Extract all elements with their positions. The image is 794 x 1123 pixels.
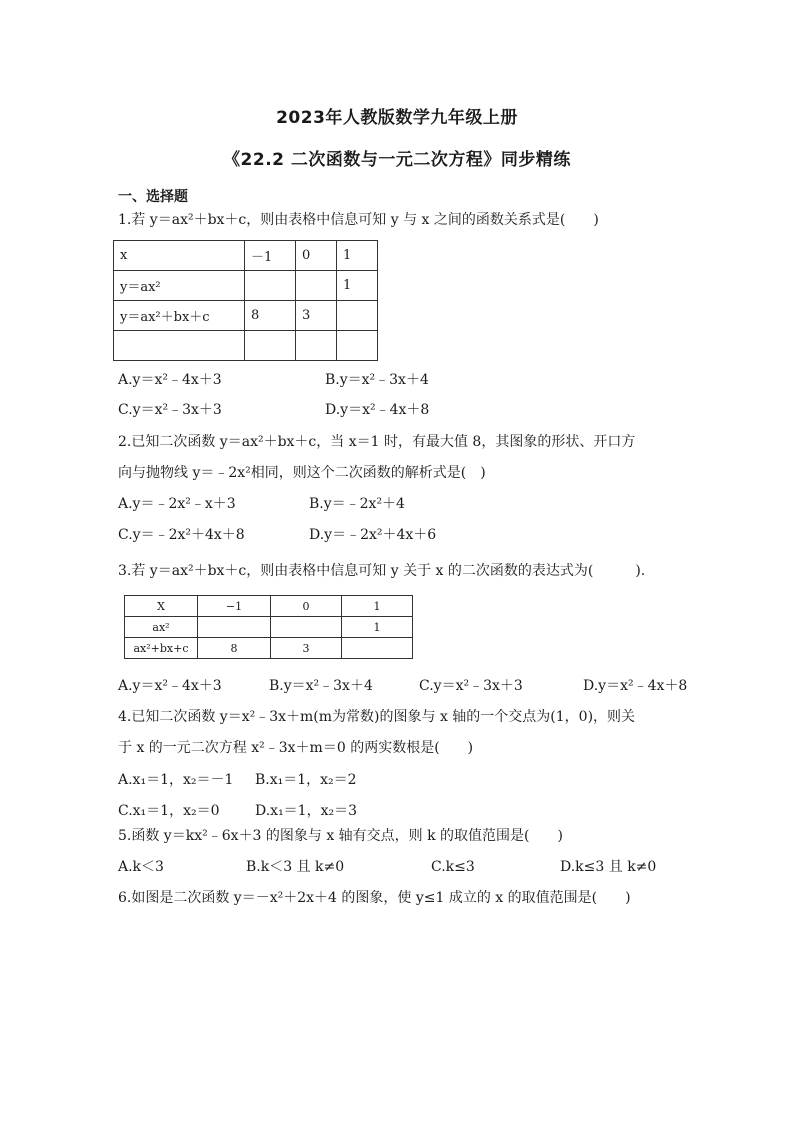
table-cell: 1: [337, 271, 378, 301]
question-4-option-a: A.x₁＝1，x₂＝－1: [118, 772, 234, 788]
question-1-stem: 1.若 y＝ax²＋bx＋c，则由表格中信息可知 y 与 x 之间的函数关系式是( ): [118, 212, 599, 228]
table-cell: [114, 331, 245, 361]
table-row: [114, 301, 378, 331]
table-cell: [296, 271, 337, 301]
table-row: [114, 271, 378, 301]
table-cell: [296, 331, 337, 361]
question-1-option-d: D.y＝x²﹣4x＋8: [325, 402, 430, 418]
question-2-stem-line2: 向与抛物线 y＝﹣2x²相同，则这个二次函数的解析式是( ): [118, 465, 486, 481]
table-cell: x: [114, 241, 245, 271]
document-subtitle: 《22.2 二次函数与一元二次方程》同步精练: [223, 150, 571, 170]
question-6-stem: 6.如图是二次函数 y＝－x²＋2x＋4 的图象，使 y≤1 成立的 x 的取值范围是( ): [118, 890, 631, 906]
question-4-option-c: C.x₁＝1，x₂＝0: [118, 803, 220, 819]
question-4-stem-line2: 于 x 的一元二次方程 x²﹣3x＋m＝0 的两实数根是( ): [118, 740, 474, 756]
table-cell: 3: [296, 301, 337, 331]
table-cell: 1: [342, 617, 413, 638]
table-cell: [245, 331, 296, 361]
table-cell: y＝ax²＋bx＋c: [114, 301, 245, 331]
question-3-stem: 3.若 y＝ax²＋bx＋c，则由表格中信息可知 y 关于 x 的二次函数的表达式为( ).: [118, 563, 646, 579]
table-cell: [342, 638, 413, 659]
table-cell: 0: [271, 596, 342, 617]
table-cell: X: [125, 596, 198, 617]
question-1-option-b: B.y＝x²﹣3x＋4: [325, 372, 429, 388]
table-row: [114, 331, 378, 361]
table-cell: 1: [337, 241, 378, 271]
question-2-option-d: D.y＝﹣2x²＋4x＋6: [309, 527, 437, 543]
question-2-option-a: A.y＝﹣2x²﹣x＋3: [118, 496, 236, 512]
question-5-option-b: B.k＜3 且 k≠0: [246, 859, 345, 875]
table-row: [125, 638, 413, 659]
question-5-option-a: A.k＜3: [118, 859, 164, 875]
question-1-option-c: C.y＝x²﹣3x＋3: [118, 402, 222, 418]
table-row: [114, 241, 378, 271]
table-cell: −1: [198, 596, 271, 617]
table-cell: [198, 617, 271, 638]
table-cell: 0: [296, 241, 337, 271]
question-3-option-d: D.y＝x²﹣4x＋8: [583, 678, 688, 694]
question-3-option-a: A.y＝x²﹣4x＋3: [118, 678, 222, 694]
table-cell: 1: [342, 596, 413, 617]
table-cell: 3: [271, 638, 342, 659]
question-4-stem-line1: 4.已知二次函数 y＝x²﹣3x＋m(m为常数)的图象与 x 轴的一个交点为(1，0)，则关: [118, 709, 636, 725]
question-3-option-b: B.y＝x²﹣3x＋4: [269, 678, 373, 694]
question-2-stem-line1: 2.已知二次函数 y＝ax²＋bx＋c，当 x＝1 时，有最大值 8，其图象的形状、开口方: [118, 434, 636, 450]
document-title: 2023年人教版数学九年级上册: [276, 108, 518, 128]
question-5-stem: 5.函数 y＝kx²﹣6x＋3 的图象与 x 轴有交点，则 k 的取值范围是( ): [118, 828, 563, 844]
table-row: [125, 596, 413, 617]
question-5-option-d: D.k≤3 且 k≠0: [560, 859, 657, 875]
table-cell: y＝ax²: [114, 271, 245, 301]
question-3-option-c: C.y＝x²﹣3x＋3: [419, 678, 523, 694]
table-cell: [337, 301, 378, 331]
table-cell: 8: [245, 301, 296, 331]
table-cell: －1: [245, 241, 296, 271]
table-cell: [337, 331, 378, 361]
question-2-option-b: B.y＝﹣2x²＋4: [309, 496, 405, 512]
table-cell: [271, 617, 342, 638]
table-row: [125, 617, 413, 638]
question-1-table: [113, 240, 378, 361]
question-1-option-a: A.y＝x²﹣4x＋3: [118, 372, 222, 388]
question-4-option-b: B.x₁＝1，x₂＝2: [255, 772, 357, 788]
question-3-table: [124, 595, 413, 659]
table-cell: [245, 271, 296, 301]
question-2-option-c: C.y＝﹣2x²＋4x＋8: [118, 527, 245, 543]
table-cell: 8: [198, 638, 271, 659]
question-4-option-d: D.x₁＝1，x₂＝3: [255, 803, 358, 819]
table-cell: ax²+bx+c: [125, 638, 198, 659]
table-cell: ax²: [125, 617, 198, 638]
section-heading: 一、选择题: [118, 189, 188, 205]
question-5-option-c: C.k≤3: [431, 859, 475, 875]
